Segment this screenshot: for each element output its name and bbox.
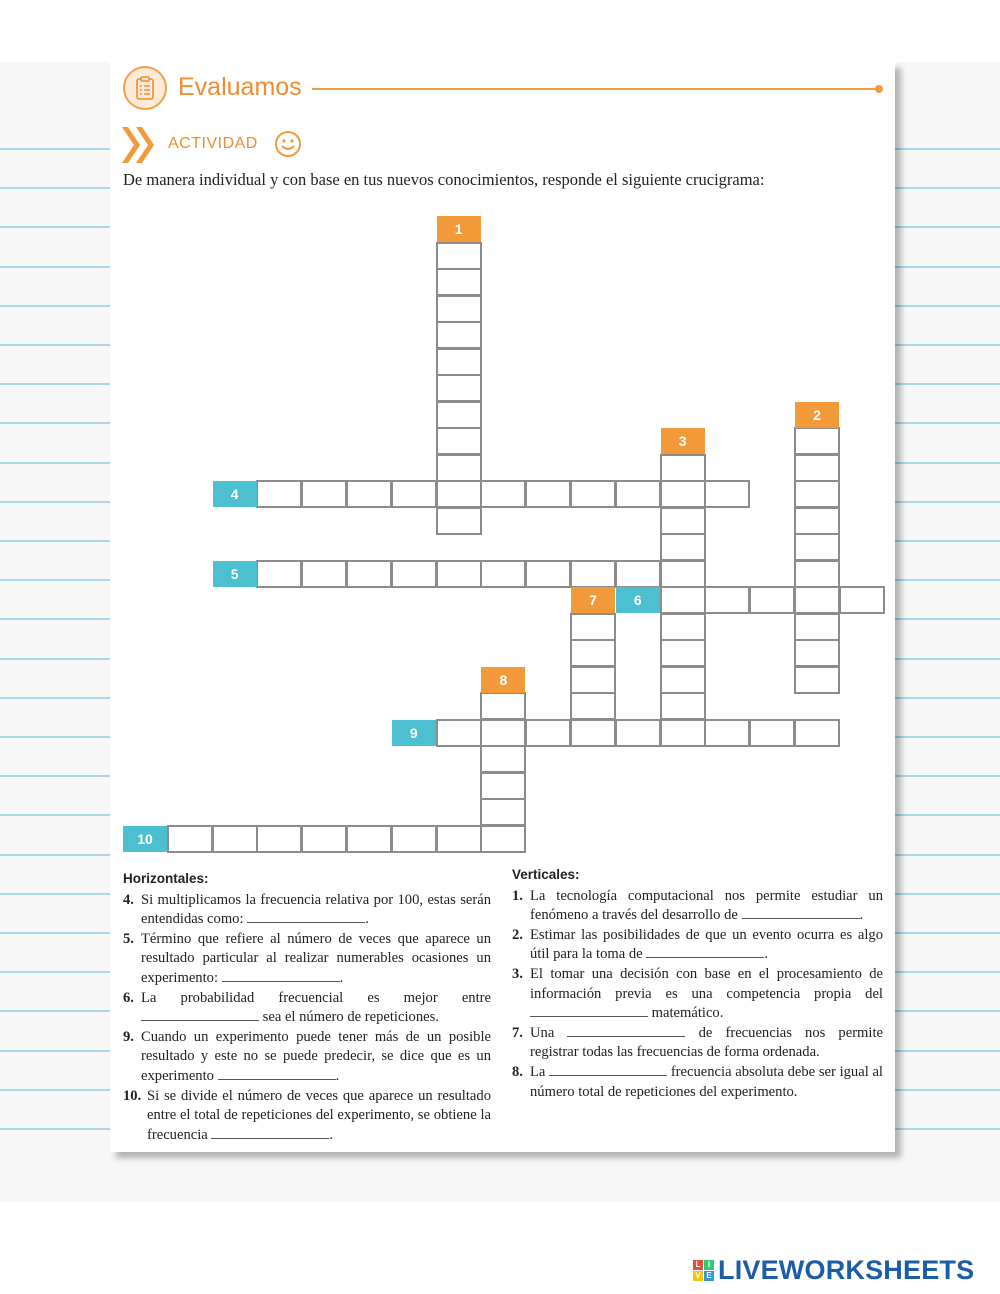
clue-number-cell-8: 8 [481,667,525,693]
crossword-cell[interactable] [660,613,706,641]
crossword-cell[interactable] [212,825,258,853]
crossword-cell[interactable] [436,295,482,323]
answer-blank[interactable] [742,907,860,919]
crossword-cell[interactable] [615,719,661,747]
crossword-cell[interactable] [346,825,392,853]
clue-text: La tecnología computacional nos permite estudiar un fenómeno a través del desarrollo de [530,887,883,924]
crossword-cell[interactable] [480,772,526,800]
crossword-cell[interactable] [301,825,347,853]
crossword-cell[interactable] [480,825,526,853]
crossword-cell[interactable] [391,480,437,508]
clue-text: El tomar una decisión con base en el procesamiento de información previa es una competencia propia del [530,965,883,1002]
crossword-cell[interactable] [436,427,482,455]
crossword-cell[interactable] [704,586,750,614]
clue-text: Término que refiere al número de veces que aparece un resultado particular al realizar numerables ocasiones un experimento: [141,930,491,986]
crossword-cell[interactable] [794,427,840,455]
crossword-cell[interactable] [480,719,526,747]
clue-text-end: . [335,1067,340,1084]
clue-item [123,989,491,1028]
logo-text: LIVEWORKSHEETS [718,1255,975,1285]
clue-item [123,1028,491,1087]
crossword-cell[interactable] [436,507,482,535]
crossword-cell[interactable] [570,560,616,588]
crossword-cell[interactable] [436,454,482,482]
crossword-cell[interactable] [660,666,706,694]
clue-number-cell-2: 2 [795,402,839,428]
crossword-cell[interactable] [167,825,213,853]
liveworksheets-logo[interactable] [693,1255,974,1286]
crossword-cell[interactable] [256,825,302,853]
clue-number: 2. [512,926,523,943]
crossword-cell[interactable] [480,480,526,508]
crossword-cell[interactable] [570,719,616,747]
badge-letter: V [693,1271,703,1281]
horizontal-clues [123,869,491,1145]
clue-text-end: . [764,946,768,963]
crossword-cell[interactable] [436,242,482,270]
clue-number: 4. [123,891,134,908]
answer-blank[interactable] [567,1025,685,1037]
badge-letter: E [704,1271,714,1281]
clue-text-end: sea el número de repeticiones. [262,1009,439,1026]
crossword-cell[interactable] [525,560,571,588]
crossword-cell[interactable] [794,613,840,641]
clue-item [512,1024,883,1063]
crossword-cell[interactable] [436,374,482,402]
answer-blank[interactable] [211,1127,329,1139]
clue-number-cell-1: 1 [437,216,481,242]
crossword-cell[interactable] [436,719,482,747]
badge-letter: L [693,1260,703,1270]
clue-item [512,1063,883,1102]
crossword-cell[interactable] [660,507,706,535]
answer-blank[interactable] [247,911,365,923]
crossword-cell[interactable] [480,745,526,773]
crossword-cell[interactable] [480,692,526,720]
crossword-cell[interactable] [794,533,840,561]
crossword-cell[interactable] [391,560,437,588]
crossword-cell[interactable] [749,719,795,747]
clue-number: 6. [123,989,134,1006]
section-title: Evaluamos [178,73,302,101]
title-divider [312,88,879,90]
crossword-cell[interactable] [660,533,706,561]
activity-label: ACTIVIDAD [168,135,258,152]
clue-number: 10. [123,1087,142,1104]
clue-item [123,930,491,989]
clue-text: Si multiplicamos la frecuencia relativa por 100, estas serán entendidas como: [141,891,491,928]
crossword-cell[interactable] [615,480,661,508]
clue-number: 7. [512,1024,523,1041]
crossword-cell[interactable] [794,719,840,747]
clue-number: 1. [512,887,523,904]
crossword-cell[interactable] [660,692,706,720]
clue-item [512,926,883,965]
answer-blank[interactable] [530,1005,648,1017]
crossword-cell[interactable] [794,639,840,667]
crossword-cell[interactable] [660,586,706,614]
crossword-cell[interactable] [615,560,661,588]
crossword-cell[interactable] [525,480,571,508]
crossword-cell[interactable] [436,401,482,429]
crossword-cell[interactable] [794,560,840,588]
clue-item [123,1087,491,1146]
crossword-cell[interactable] [301,480,347,508]
crossword-cell[interactable] [436,268,482,296]
clue-item [512,965,883,1024]
clue-text-end: matemático. [651,1005,724,1022]
crossword-cell[interactable] [794,454,840,482]
clue-text: La probabilidad frecuencial es mejor entre [141,989,491,1006]
crossword-cell[interactable] [436,321,482,349]
clue-number-cell-3: 3 [661,428,705,454]
crossword-cell[interactable] [839,586,885,614]
logo-badge [693,1260,714,1281]
answer-blank[interactable] [222,970,340,982]
crossword-cell[interactable] [570,639,616,667]
vertical-heading: Verticales: [512,867,580,882]
crossword-cell[interactable] [704,480,750,508]
clue-text-end: . [859,907,864,924]
chevron-right-icon [120,125,160,170]
crossword-cell[interactable] [570,692,616,720]
crossword-cell[interactable] [256,560,302,588]
crossword-cell[interactable] [660,560,706,588]
clue-number-cell-5: 5 [213,561,257,587]
clue-text-end: . [365,911,369,928]
clue-number: 3. [512,965,523,982]
clue-text: Si se divide el número de veces que aparece un resultado entre el total de repeticiones del experimento, se obtiene la frecuencia [147,1087,491,1143]
clue-text: Cuando un experimento puede tener más de un posible resultado y este no se puede predecir, se dice que es un experimento [141,1028,491,1084]
clue-number-cell-6: 6 [616,587,660,613]
clue-text-end: . [339,969,344,986]
clue-item [123,891,491,930]
clue-text-end: frecuencia absoluta debe ser igual al número total de repeticiones del experimento. [530,1063,883,1100]
clue-number: 8. [512,1063,523,1080]
crossword-cell[interactable] [301,560,347,588]
clue-number-cell-9: 9 [392,720,436,746]
clue-text-end: . [329,1126,334,1143]
crossword-cell[interactable] [660,639,706,667]
answer-blank[interactable] [141,1009,259,1021]
instructions: De manera individual y con base en tus nuevos conocimientos, responde el siguiente crucigrama: [123,170,765,189]
crossword-cell[interactable] [570,480,616,508]
crossword-cell[interactable] [256,480,302,508]
crossword-cell[interactable] [660,719,706,747]
crossword-cell[interactable] [346,480,392,508]
smiley-icon [274,130,302,163]
crossword-cell[interactable] [346,560,392,588]
horizontal-heading: Horizontales: [123,871,209,886]
clue-text: La [530,1063,546,1080]
vertical-clues [512,865,883,1102]
crossword-cell[interactable] [749,586,795,614]
answer-blank[interactable] [549,1064,667,1076]
crossword-cell[interactable] [794,507,840,535]
crossword-cell[interactable] [660,480,706,508]
clue-text-end: de frecuencias nos permite registrar todas las frecuencias de forma ordenada. [530,1024,883,1061]
clue-number: 9. [123,1028,134,1045]
divider-dot [875,85,883,93]
crossword-cell[interactable] [436,480,482,508]
answer-blank[interactable] [218,1068,336,1080]
clue-number: 5. [123,930,134,947]
crossword-cell[interactable] [794,480,840,508]
clue-number-cell-4: 4 [213,481,257,507]
clipboard-icon [123,66,167,110]
crossword-cell[interactable] [436,348,482,376]
crossword-cell[interactable] [794,586,840,614]
crossword-cell[interactable] [704,719,750,747]
crossword-cell[interactable] [660,454,706,482]
crossword-cell[interactable] [480,798,526,826]
crossword-cell[interactable] [391,825,437,853]
badge-letter: I [704,1260,714,1270]
clue-number-cell-7: 7 [571,587,615,613]
crossword-cell[interactable] [480,560,526,588]
clue-text: Una [530,1024,555,1041]
clue-item [512,887,883,926]
crossword-cell[interactable] [436,825,482,853]
clue-text: Estimar las posibilidades de que un evento ocurra es algo útil para la toma de [530,926,883,963]
crossword-cell[interactable] [570,613,616,641]
crossword-cell[interactable] [436,560,482,588]
answer-blank[interactable] [646,946,764,958]
clue-number-cell-10: 10 [123,826,167,852]
crossword-cell[interactable] [570,666,616,694]
crossword-cell[interactable] [525,719,571,747]
crossword-cell[interactable] [794,666,840,694]
